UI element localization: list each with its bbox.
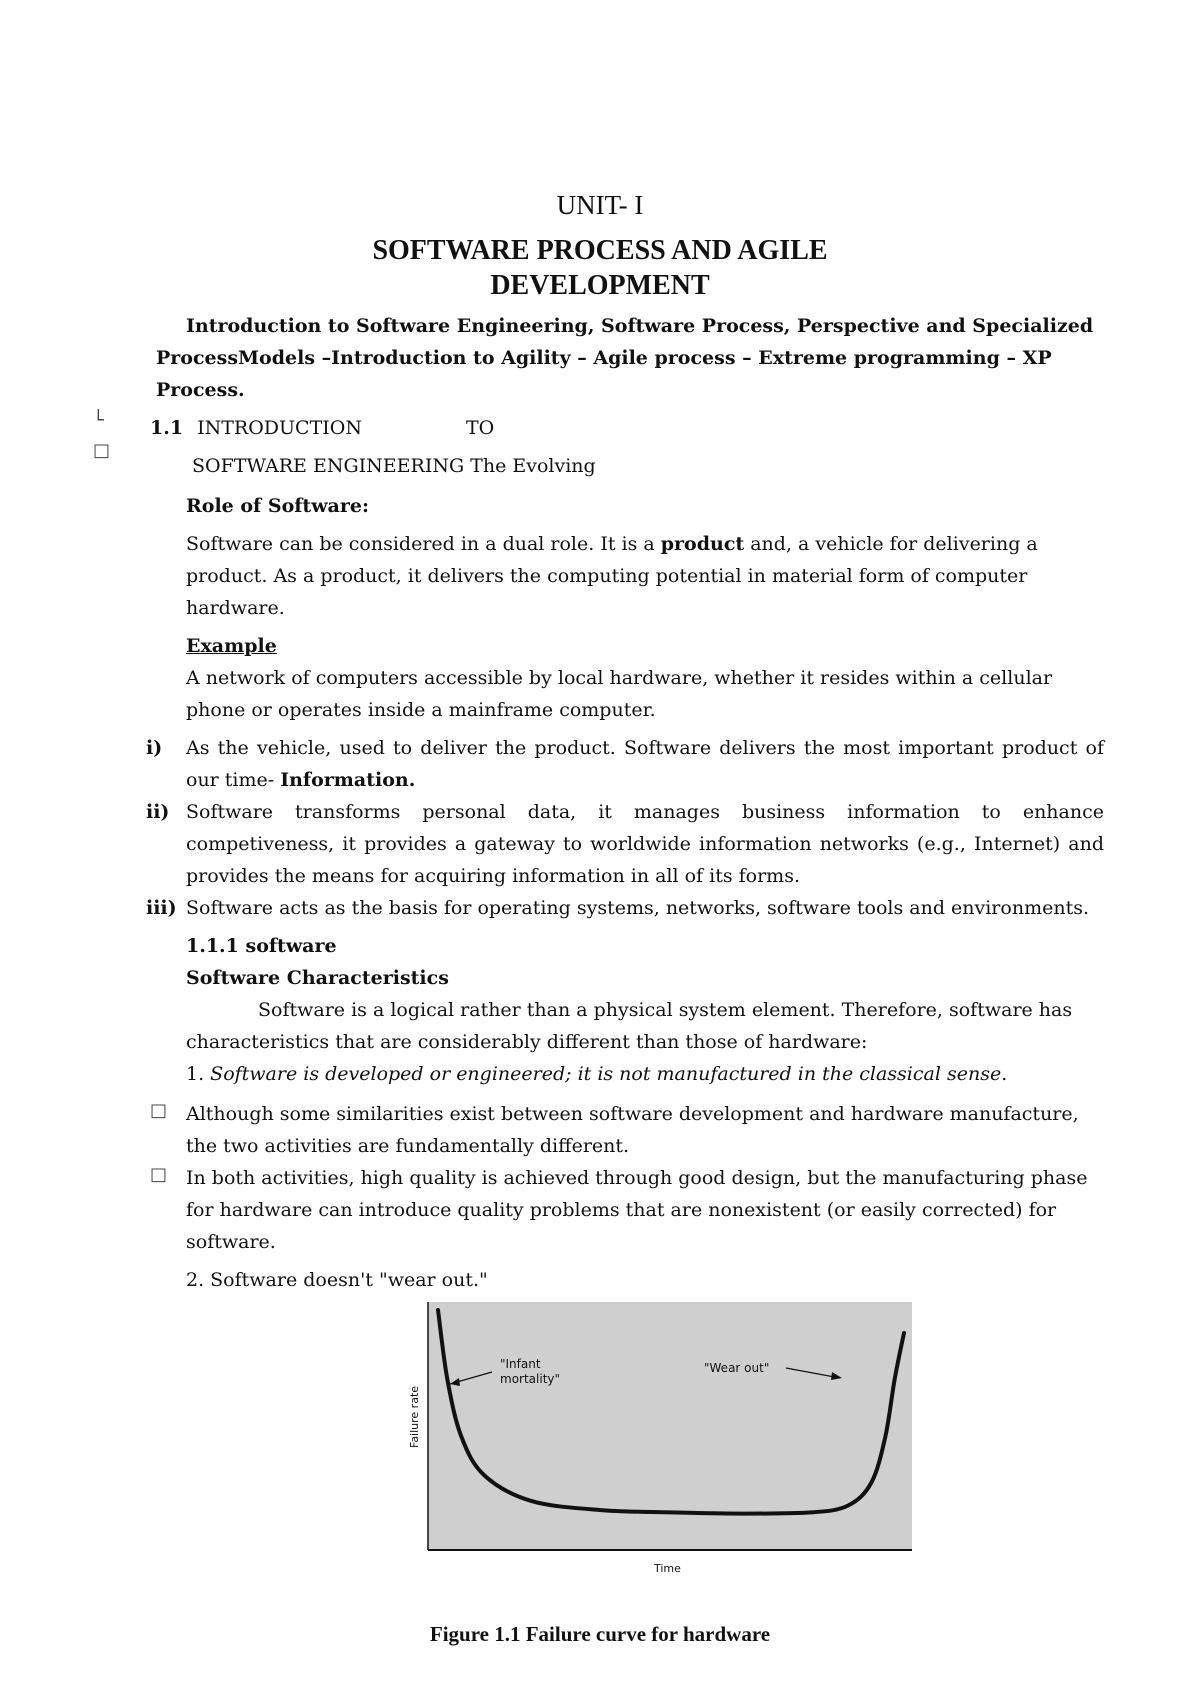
list-i-line-1: As the vehicle, used to deliver the product. Software delivers the most important product of <box>186 737 1104 759</box>
figure-caption: Figure 1.1 Failure curve for hardware <box>429 1622 771 1646</box>
role-of-software-heading: Role of Software: <box>186 495 369 517</box>
y-axis-label: Failure rate <box>408 1385 421 1448</box>
section-1-1-heading <box>150 412 550 444</box>
para1-line-2: product. As a product, it delivers the computing potential in material form of computer <box>186 565 1028 587</box>
title-line-2: DEVELOPMENT <box>490 270 710 301</box>
intro-line-1: Introduction to Software Engineering, Software Process, Perspective and Specialized <box>186 315 1094 337</box>
bullet-box-icon: □ <box>150 1164 168 1185</box>
section-heading-a: INTRODUCTION <box>197 417 362 439</box>
failure-curve-chart <box>404 1300 924 1580</box>
bullet-2-line-1: In both activities, high quality is achieved through good design, but the manufacturing phase <box>186 1167 1088 1189</box>
section-1-1-line-2: SOFTWARE ENGINEERING The Evolving <box>192 455 596 477</box>
x-axis-label: Time <box>654 1562 681 1575</box>
list-i-information-bold: Information. <box>280 769 416 791</box>
list-i-line-2 <box>186 764 415 796</box>
bullet-box-icon: □ <box>150 1100 168 1121</box>
list-marker-iii: iii) <box>146 897 177 919</box>
example-line-2: phone or operates inside a mainframe computer. <box>186 699 656 721</box>
list-ii-line-3: provides the means for acquiring information in all of its forms. <box>186 865 800 887</box>
intro-line-2: ProcessModels –Introduction to Agility – Agile process – Extreme programming – XP <box>156 347 1052 369</box>
section-number: 1.1 <box>150 417 184 439</box>
margin-marker-box-icon: □ <box>93 440 111 461</box>
bullet-2-line-2: for hardware can introduce quality problems that are nonexistent (or easily corrected) for <box>186 1199 1057 1221</box>
margin-marker-corner-icon: └ <box>93 410 104 431</box>
list-ii-line-2: competiveness, it provides a gateway to worldwide information networks (e.g., Internet) and <box>186 833 1104 855</box>
point1-italic-text: Software is developed or engineered; it is not manufactured in the classical sense <box>210 1063 1002 1085</box>
annotation-infant-line-1: "Infant <box>500 1357 541 1371</box>
para1-product-bold: product <box>660 533 745 555</box>
characteristics-point-1 <box>186 1058 1007 1090</box>
section-heading-b: TO <box>466 417 495 439</box>
para1-line-1 <box>186 528 1038 560</box>
software-characteristics-heading: Software Characteristics <box>186 967 449 989</box>
unit-label: UNIT- I <box>556 190 644 220</box>
example-heading: Example <box>186 635 277 657</box>
point-2-wear-out: 2. Software doesn't "wear out." <box>186 1269 488 1291</box>
annotation-infant-line-2: mortality" <box>500 1372 561 1386</box>
bullet-1-line-1: Although some similarities exist between software development and hardware manufacture, <box>186 1103 1079 1125</box>
list-marker-ii: ii) <box>146 801 170 823</box>
para1-line-1-post: and, a vehicle for delivering a <box>744 533 1038 555</box>
characteristics-line-1: Software is a logical rather than a physical system element. Therefore, software has <box>258 999 1073 1021</box>
subsection-1-1-1-heading: 1.1.1 software <box>186 935 337 957</box>
bullet-2-line-3: software. <box>186 1231 276 1253</box>
point1-number: 1. <box>186 1063 211 1085</box>
intro-line-3: Process. <box>156 379 245 401</box>
bullet-1-line-2: the two activities are fundamentally different. <box>186 1135 630 1157</box>
list-i-line-2-pre: our time- <box>186 769 281 791</box>
para1-line-1-pre: Software can be considered in a dual role. It is a <box>186 533 661 555</box>
list-iii-line-1: Software acts as the basis for operating systems, networks, software tools and environments. <box>186 897 1089 919</box>
characteristics-line-2: characteristics that are considerably different than those of hardware: <box>186 1031 868 1053</box>
list-marker-i: i) <box>146 737 163 759</box>
point1-end: . <box>1001 1063 1008 1085</box>
example-line-1: A network of computers accessible by local hardware, whether it resides within a cellular <box>186 667 1053 689</box>
list-ii-line-1: Software transforms personal data, it manages business information to enhance <box>186 801 1104 823</box>
title-line-1: SOFTWARE PROCESS AND AGILE <box>372 235 828 266</box>
annotation-wear-out: "Wear out" <box>704 1361 770 1375</box>
para1-line-3: hardware. <box>186 597 285 619</box>
